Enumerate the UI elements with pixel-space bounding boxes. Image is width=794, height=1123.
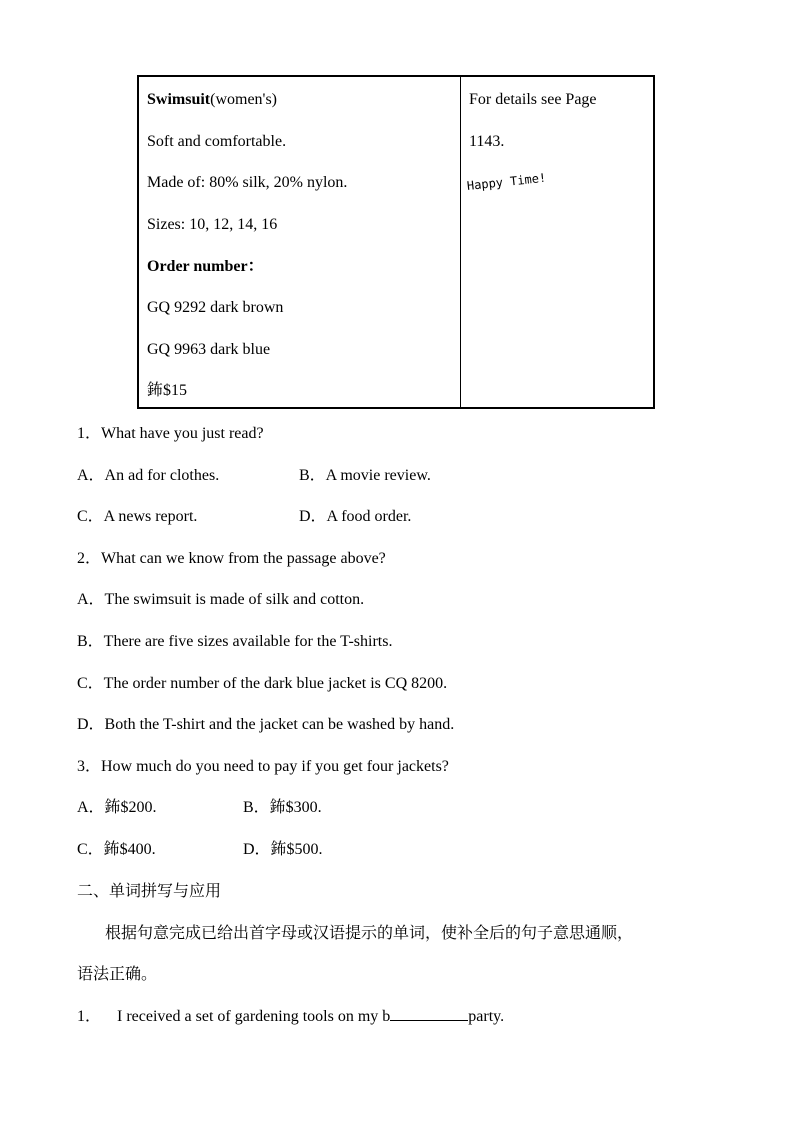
question-1-option-a: A．An ad for clothes. (77, 467, 220, 484)
product-details-cell (139, 77, 461, 407)
details-reference-text: For details see Page (469, 91, 597, 108)
section-2-instruction-line-1: 根据句意完成已给出首字母或汉语提示的单词，使补全后的句子意思通顺， (105, 923, 634, 942)
question-1-stem: 1．What have you just read? (77, 425, 264, 442)
question-2-option-c: C．The order number of the dark blue jacket is CQ 8200. (77, 675, 448, 692)
product-feature: Soft and comfortable. (147, 133, 287, 150)
question-1-option-d: D．A food order. (299, 508, 412, 525)
order-number-label: Order number： (147, 258, 264, 275)
product-name: Swimsuit (147, 91, 211, 108)
spelling-item-1-text-before: I received a set of gardening tools on my b (117, 1008, 391, 1025)
section-2-heading: 二、单词拼写与应用 (77, 881, 222, 900)
product-title (147, 90, 277, 110)
question-3-option-d: D．鈽$500. (243, 841, 323, 858)
question-2-option-b: B．There are five sizes available for the T-shirts. (77, 633, 393, 650)
spelling-item-1-text-after: party. (468, 1008, 505, 1025)
question-3-option-b: B．鈽$300. (243, 799, 322, 816)
order-number-brown: GQ 9292 dark brown (147, 299, 284, 316)
order-number-blue: GQ 9963 dark blue (147, 341, 271, 358)
question-3-stem: 3．How much do you need to pay if you get four jackets? (77, 758, 449, 775)
spelling-item-1-number: 1． (77, 1008, 102, 1025)
question-3-option-a: A．鈽$200. (77, 799, 157, 816)
question-1-option-c: C．A news report. (77, 508, 198, 525)
product-sizes: Sizes: 10, 12, 14, 16 (147, 216, 278, 233)
spelling-item-1-blank[interactable] (390, 1006, 468, 1021)
product-category: (women's) (210, 91, 277, 108)
question-2-stem: 2．What can we know from the passage above? (77, 550, 386, 567)
spelling-item-1 (77, 1006, 504, 1027)
details-reference-cell (461, 77, 653, 407)
handwritten-note: Happy Time! (466, 170, 547, 193)
question-2-option-d: D．Both the T-shirt and the jacket can be washed by hand. (77, 716, 455, 733)
details-page-number: 1143. (469, 133, 505, 150)
section-2-instruction-line-2: 语法正确。 (77, 964, 158, 983)
product-table (137, 75, 655, 409)
question-3-option-c: C．鈽$400. (77, 841, 156, 858)
question-1-option-b: B．A movie review. (299, 467, 431, 484)
question-2-option-a: A．The swimsuit is made of silk and cotton. (77, 591, 365, 608)
product-price: 鈽$15 (147, 382, 188, 399)
product-material: Made of: 80% silk, 20% nylon. (147, 174, 348, 191)
